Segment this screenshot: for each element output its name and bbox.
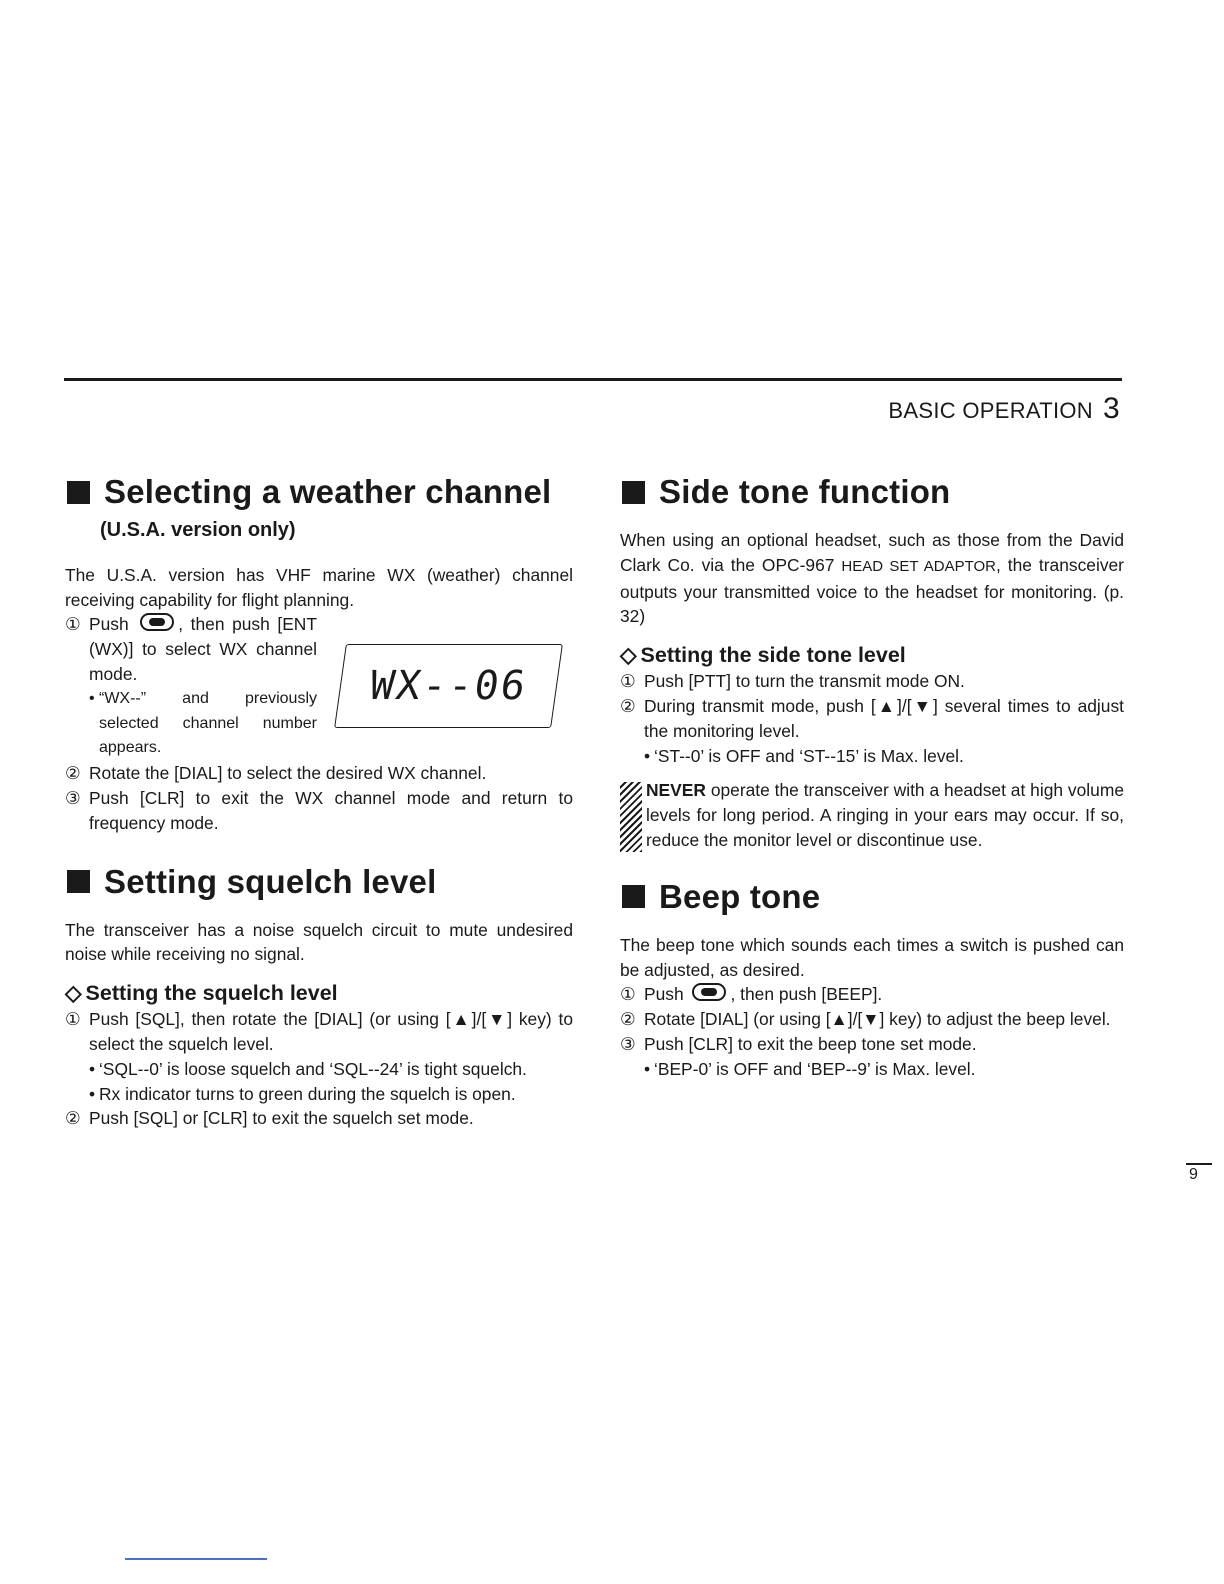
side-tone-warning: NEVER operate the transceiver with a headset at high volume levels for long period. A ringing in your ears may occur. If so, reduce the monitor level or discontinue use. (620, 778, 1124, 852)
weather-step-1-bullet: • “WX--” and previously selected channel number appears. (89, 689, 317, 757)
right-column (620, 470, 1124, 1082)
side-tone-section (620, 470, 1124, 853)
weather-intro: The U.S.A. version has VHF marine WX (weather) channel receiving capability for flight planning. (65, 564, 573, 610)
squelch-section (65, 860, 573, 1132)
side-tone-bullet-1: • ‘ST--0’ is OFF and ‘ST--15’ is Max. level. (644, 745, 964, 766)
weather-section (65, 470, 573, 836)
squelch-bullet-1: • ‘SQL--0’ is loose squelch and ‘SQL--24’ is tight squelch. (89, 1058, 527, 1079)
warning-hatch-icon (620, 782, 642, 852)
header-rule (64, 378, 1122, 381)
squelch-subheading: ◇ Setting the squelch level (65, 981, 338, 1006)
side-tone-subheading: ◇ Setting the side tone level (620, 643, 906, 668)
side-tone-intro: When using an optional headset, such as those from the David Clark Co. via the OPC-967 HEAD SET ADAPTOR, the transceiver outputs your transmitted voice to the headset for monitoring. (p. 32) (620, 530, 1124, 627)
function-key-icon (140, 613, 174, 631)
beep-step-3: ③ Push [CLR] to exit the beep tone set mode. (620, 1033, 977, 1054)
side-tone-step-2: ② During transmit mode, push [▲]/[▼] several times to adjust the monitoring level. (620, 695, 1124, 741)
square-bullet-icon (67, 870, 90, 893)
diamond-icon: ◇ (620, 643, 637, 668)
squelch-intro: The transceiver has a noise squelch circuit to mute undesired noise while receiving no signal. (65, 919, 573, 965)
squelch-step-1: ① Push [SQL], then rotate the [DIAL] (or using [▲]/[▼] key) to select the squelch level. (65, 1009, 573, 1054)
square-bullet-icon (67, 481, 90, 504)
lcd-display (340, 644, 557, 728)
beep-intro: The beep tone which sounds each times a switch is pushed can be adjusted, as desired. (620, 934, 1124, 980)
page-number: 9 (1189, 1166, 1198, 1183)
squelch-bullet-2: • Rx indicator turns to green during the squelch is open. (89, 1083, 516, 1104)
beep-step-2: ② Rotate [DIAL] (or using [▲]/[▼] key) to adjust the beep level. (620, 1009, 1111, 1030)
side-tone-step-1: ① Push [PTT] to turn the transmit mode ON. (620, 671, 965, 692)
square-bullet-icon (622, 885, 645, 908)
side-tone-heading: Side tone function (620, 470, 1124, 514)
diamond-icon: ◇ (65, 981, 82, 1006)
weather-step-2: ② Rotate the [DIAL] to select the desired WX channel. (65, 763, 487, 784)
chapter-number: 3 (1103, 392, 1120, 425)
squelch-step-2: ② Push [SQL] or [CLR] to exit the squelch set mode. (65, 1108, 474, 1129)
beep-section (620, 875, 1124, 1082)
left-column (65, 470, 573, 1131)
weather-subtitle: (U.S.A. version only) (100, 519, 296, 541)
function-key-icon (692, 983, 726, 1001)
beep-bullet-1: • ‘BEP-0’ is OFF and ‘BEP--9’ is Max. level. (644, 1058, 976, 1079)
lcd-readout: WX--06 (334, 644, 563, 728)
chapter-header (888, 392, 1120, 426)
footer-line (125, 1558, 267, 1560)
weather-step-1: ① Push , then push [ENT (WX)] to select WX channel mode. (65, 614, 317, 684)
weather-step-3: ③ Push [CLR] to exit the WX channel mode and return to frequency mode. (65, 787, 573, 833)
beep-heading: Beep tone (620, 875, 1124, 919)
square-bullet-icon (622, 481, 645, 504)
beep-step-1: ① Push , then push [BEEP]. (620, 984, 883, 1005)
chapter-title: BASIC OPERATION (888, 398, 1093, 423)
squelch-heading: Setting squelch level (65, 860, 573, 904)
page-number-mark (1186, 1163, 1212, 1165)
weather-heading: Selecting a weather channel (65, 470, 573, 514)
